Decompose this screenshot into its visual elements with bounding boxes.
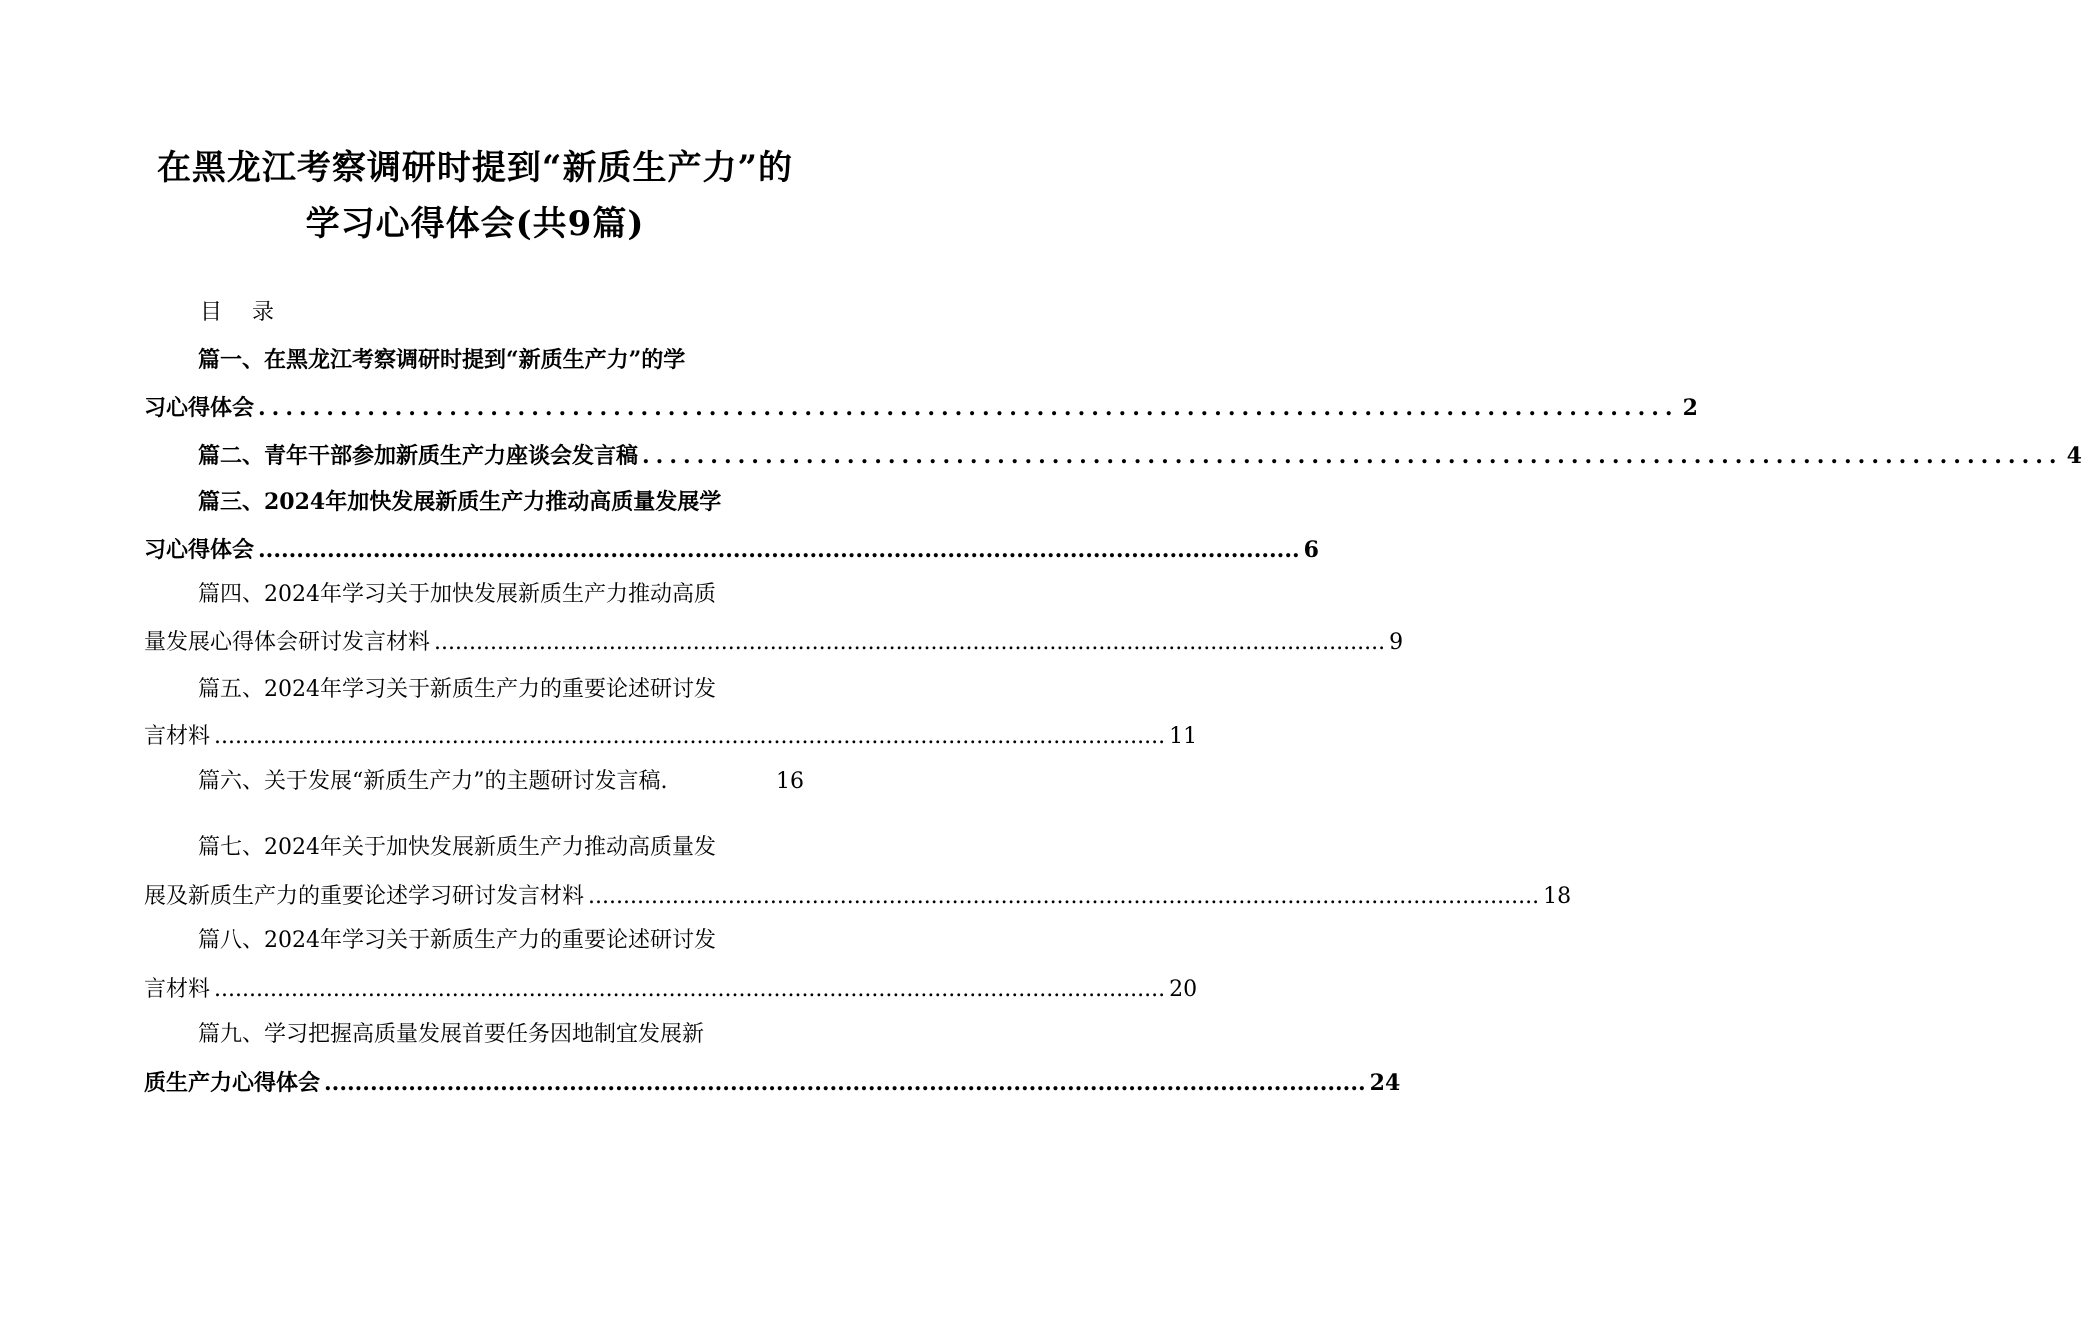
toc-entry-7-line-2[interactable] <box>144 882 1572 912</box>
toc-entry-6-text: 篇六、关于发展“新质生产力”的主题研讨发言稿. <box>198 769 668 794</box>
toc-entry-1-page: 2 <box>1682 395 1698 421</box>
toc-leader-dots: ........................................................................................................ <box>258 395 1679 421</box>
toc-entry-4-line-1: 篇四、2024年学习关于加快发展新质生产力推动高质 <box>198 582 716 607</box>
toc-entry-7-text: 展及新质生产力的重要论述学习研讨发言材料 <box>144 884 585 909</box>
toc-entry-9-page: 24 <box>1369 1070 1401 1096</box>
toc-entry-3-line-1: 篇三、2024年加快发展新质生产力推动高质量发展学 <box>198 489 722 515</box>
toc-entry-5-text: 言材料 <box>144 724 211 749</box>
toc-leader-dots: ........................................................................................................ <box>642 443 2063 469</box>
toc-leader-dots: ........................................................................................................................................ <box>588 884 1540 909</box>
document-title-line-1: 在黑龙江考察调研时提到“新质生产力”的 <box>156 148 794 188</box>
document-title-line-2: 学习心得体会(共9篇) <box>305 204 645 244</box>
toc-entry-5-line-2[interactable] <box>144 722 1198 752</box>
toc-leader-dots: ........................................................................................................................................ <box>214 724 1166 749</box>
toc-leader-dots: ........................................................................................................................................ <box>258 537 1300 563</box>
toc-entry-6-page: 16 <box>776 769 804 794</box>
toc-entry-7-line-1: 篇七、2024年关于加快发展新质生产力推动高质量发 <box>198 835 716 860</box>
toc-entry-2-page: 4 <box>2066 443 2082 469</box>
toc-entry-8-page: 20 <box>1169 977 1198 1002</box>
toc-entry-1-line-2[interactable] <box>144 393 1698 423</box>
toc-entry-3-text: 习心得体会 <box>144 537 255 563</box>
toc-entry-9-line-1: 篇九、学习把握高质量发展首要任务因地制宜发展新 <box>198 1022 705 1047</box>
toc-entry-2-line-1[interactable] <box>198 441 2082 471</box>
toc-entry-3-line-2[interactable] <box>144 535 1319 565</box>
toc-leader-dots: ........................................................................................................................................ <box>324 1070 1366 1096</box>
toc-entry-6-line-1[interactable] <box>198 767 804 797</box>
toc-entry-5-page: 11 <box>1169 724 1198 749</box>
toc-entry-4-line-2[interactable] <box>144 628 1404 658</box>
toc-entry-3-page: 6 <box>1303 537 1319 563</box>
toc-leader-dots: ........................................................................................................................................ <box>214 977 1166 1002</box>
toc-entry-9-line-2[interactable] <box>144 1068 1401 1098</box>
toc-entry-4-text: 量发展心得体会研讨发言材料 <box>144 630 431 655</box>
toc-entry-9-text: 质生产力心得体会 <box>144 1070 321 1096</box>
toc-entry-4-page: 9 <box>1389 630 1404 655</box>
toc-leader-dots: ........................................................................................................................................ <box>434 630 1386 655</box>
toc-entry-8-line-2[interactable] <box>144 975 1198 1005</box>
toc-entry-8-text: 言材料 <box>144 977 211 1002</box>
toc-entry-8-line-1: 篇八、2024年学习关于新质生产力的重要论述研讨发 <box>198 928 716 953</box>
toc-entry-7-page: 18 <box>1543 884 1572 909</box>
toc-entry-1-line-1: 篇一、在黑龙江考察调研时提到“新质生产力”的学 <box>198 347 686 373</box>
toc-heading: 目录 <box>200 300 305 325</box>
toc-entry-1-text: 习心得体会 <box>144 395 255 421</box>
toc-entry-5-line-1: 篇五、2024年学习关于新质生产力的重要论述研讨发 <box>198 677 716 702</box>
toc-entry-2-text: 篇二、青年干部参加新质生产力座谈会发言稿 <box>198 443 639 469</box>
